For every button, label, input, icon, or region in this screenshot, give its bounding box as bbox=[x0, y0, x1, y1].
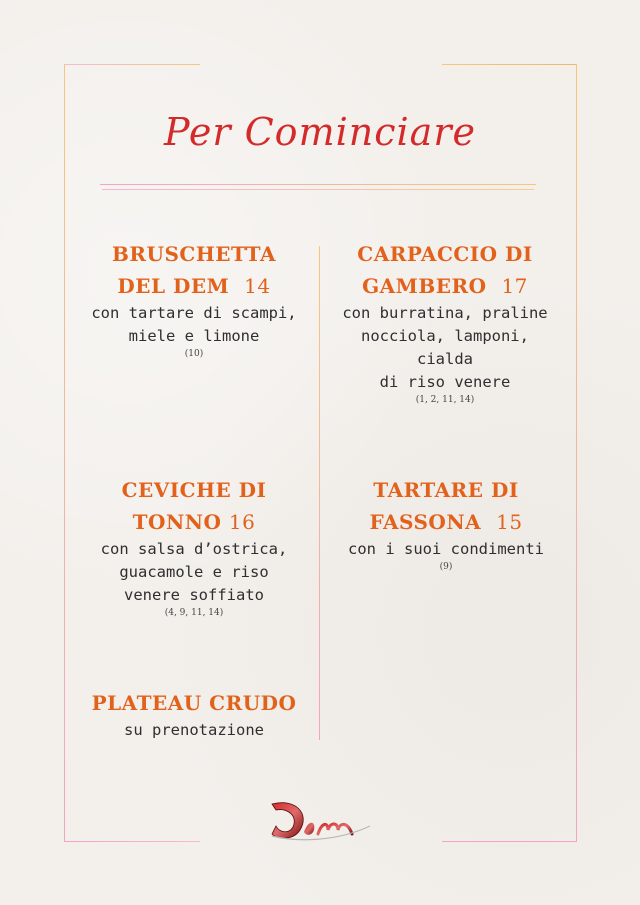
item-desc-line: con burratina, praline bbox=[342, 304, 548, 322]
menu-item-plateau bbox=[84, 687, 304, 742]
item-name-line2-text: GAMBERO bbox=[362, 274, 487, 298]
item-desc-line: con i suoi condimenti bbox=[348, 540, 544, 558]
frame-bottom-left-line bbox=[64, 841, 200, 842]
menu-title bbox=[150, 80, 490, 180]
item-name-line1: CEVICHE DI bbox=[121, 478, 267, 502]
frame-bottom-right-line bbox=[442, 841, 576, 842]
item-name-line1: CARPACCIO DI bbox=[357, 242, 533, 266]
menu-title-text: Per Cominciare bbox=[164, 110, 476, 154]
menu-item-tartare bbox=[336, 474, 556, 573]
item-name-line2-text: TONNO bbox=[132, 510, 222, 534]
item-desc-line: con tartare di scampi, bbox=[91, 304, 297, 322]
item-allergens: (9) bbox=[439, 562, 453, 572]
item-desc-line: nocciola, lamponi, cialda bbox=[361, 327, 529, 368]
title-divider-2 bbox=[102, 189, 534, 190]
item-name-line2 bbox=[336, 506, 556, 538]
frame-left-line bbox=[64, 64, 65, 842]
item-desc-line: venere soffiato bbox=[124, 586, 264, 604]
item-price: 17 bbox=[501, 274, 528, 298]
menu-item-ceviche bbox=[84, 474, 304, 619]
item-desc-line: su prenotazione bbox=[124, 721, 264, 739]
frame-top-right-line bbox=[442, 64, 576, 65]
item-desc-line: miele e limone bbox=[128, 327, 260, 345]
item-name-line2 bbox=[330, 270, 560, 302]
item-name-line2 bbox=[84, 270, 304, 302]
frame-top-left-line bbox=[64, 64, 200, 65]
item-name-line2-text: DEL DEM bbox=[117, 274, 230, 298]
item-price: 15 bbox=[496, 510, 523, 534]
menu-item-carpaccio bbox=[330, 238, 560, 406]
item-desc-line: di riso venere bbox=[379, 373, 511, 391]
item-name-line1: TARTARE DI bbox=[373, 478, 519, 502]
item-desc-line: guacamole e riso bbox=[119, 563, 269, 581]
item-name-line1: PLATEAU CRUDO bbox=[91, 691, 297, 715]
item-price: 16 bbox=[228, 510, 256, 534]
item-name-line2 bbox=[84, 506, 304, 538]
item-name-line2-text: FASSONA bbox=[369, 510, 482, 534]
column-divider bbox=[319, 246, 320, 740]
title-divider-1 bbox=[100, 184, 536, 185]
dem-logo-icon bbox=[266, 796, 376, 844]
item-allergens: (4, 9, 11, 14) bbox=[164, 608, 224, 618]
dem-logo bbox=[266, 796, 376, 844]
item-desc-line: con salsa d’ostrica, bbox=[100, 540, 288, 558]
menu-item-bruschetta bbox=[84, 238, 304, 360]
item-allergens: (1, 2, 11, 14) bbox=[415, 395, 475, 405]
item-name-line1: BRUSCHETTA bbox=[112, 242, 276, 266]
item-allergens: (10) bbox=[184, 349, 204, 359]
item-price: 14 bbox=[244, 274, 271, 298]
frame-right-line bbox=[576, 64, 577, 842]
